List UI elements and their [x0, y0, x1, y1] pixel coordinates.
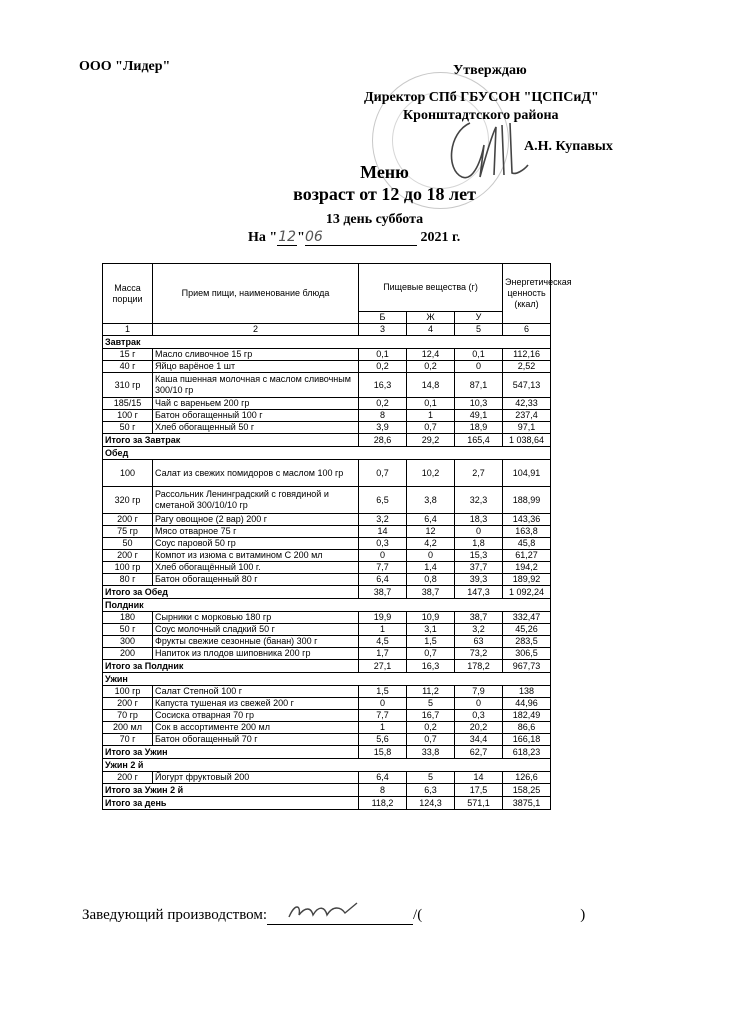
proteins-value: 3,9 [359, 422, 407, 434]
total-carbs: 17,5 [455, 784, 503, 797]
portion-mass: 200 [103, 648, 153, 660]
date-line [248, 229, 460, 246]
dish-name: Каша пшенная молочная с маслом сливочным 300/10 гр [153, 373, 359, 398]
table-row [103, 698, 551, 710]
fats-value: 11,2 [407, 686, 455, 698]
total-energy: 1 092,24 [503, 586, 551, 599]
carbs-value: 0,1 [455, 349, 503, 361]
dish-name: Салат Степной 100 г [153, 686, 359, 698]
total-energy: 158,25 [503, 784, 551, 797]
total-carbs: 165,4 [455, 434, 503, 447]
carbs-value: 3,2 [455, 624, 503, 636]
carbs-value: 0 [455, 361, 503, 373]
fats-value: 0,7 [407, 422, 455, 434]
table-row [103, 410, 551, 422]
proteins-value: 1,5 [359, 686, 407, 698]
dish-name: Рагу овощное (2 вар) 200 г [153, 514, 359, 526]
section-header-row [103, 336, 551, 349]
portion-mass: 50 г [103, 422, 153, 434]
section-header-row [103, 599, 551, 612]
fats-value: 14,8 [407, 373, 455, 398]
proteins-value: 0,1 [359, 349, 407, 361]
menu-table [102, 263, 572, 810]
portion-mass: 100 гр [103, 686, 153, 698]
header-mass: Масса порции [103, 264, 153, 324]
header-carbs: У [455, 312, 503, 324]
total-fats: 33,8 [407, 746, 455, 759]
dish-name: Салат из свежих помидоров с маслом 100 гр [153, 460, 359, 487]
chef-signature [285, 901, 365, 923]
dish-name: Йогурт фруктовый 200 [153, 772, 359, 784]
total-fats: 29,2 [407, 434, 455, 447]
proteins-value: 1 [359, 624, 407, 636]
fats-value: 3,8 [407, 487, 455, 514]
col-number: 5 [455, 324, 503, 336]
energy-value: 188,99 [503, 487, 551, 514]
energy-value: 237,4 [503, 410, 551, 422]
proteins-value: 16,3 [359, 373, 407, 398]
table-row [103, 624, 551, 636]
energy-value: 61,27 [503, 550, 551, 562]
fats-value: 1 [407, 410, 455, 422]
section-total-row [103, 660, 551, 673]
carbs-value: 18,9 [455, 422, 503, 434]
day-total-fats: 124,3 [407, 797, 455, 810]
fats-value: 16,7 [407, 710, 455, 722]
energy-value: 194,2 [503, 562, 551, 574]
total-fats: 16,3 [407, 660, 455, 673]
fats-value: 0,1 [407, 398, 455, 410]
fats-value: 1,4 [407, 562, 455, 574]
section-header-row [103, 447, 551, 460]
carbs-value: 73,2 [455, 648, 503, 660]
carbs-value: 2,7 [455, 460, 503, 487]
carbs-value: 49,1 [455, 410, 503, 422]
dish-name: Мясо отварное 75 г [153, 526, 359, 538]
date-prefix: На " [248, 230, 278, 245]
header-energy: Энергетическая ценность (ккал) [503, 264, 551, 324]
carbs-value: 0 [455, 698, 503, 710]
dish-name: Сосиска отварная 70 гр [153, 710, 359, 722]
portion-mass: 80 г [103, 574, 153, 586]
footer-label: Заведующий производством: [82, 907, 268, 923]
footer [82, 907, 585, 925]
day-label: 13 день суббота [325, 212, 424, 227]
dish-name: Чай с вареньем 200 гр [153, 398, 359, 410]
organization-name: ООО "Лидер" [79, 59, 171, 74]
section-total-row [103, 586, 551, 599]
carbs-value: 87,1 [455, 373, 503, 398]
portion-mass: 185/15 [103, 398, 153, 410]
dish-name: Фрукты свежие сезонные (банан) 300 г [153, 636, 359, 648]
dish-name: Масло сливочное 15 гр [153, 349, 359, 361]
carbs-value: 37,7 [455, 562, 503, 574]
dish-name: Яйцо варёное 1 шт [153, 361, 359, 373]
director-title: Директор СПб ГБУСОН "ЦСПСиД" [364, 90, 599, 105]
dish-name: Батон обогащенный 80 г [153, 574, 359, 586]
menu-title: Меню [360, 162, 409, 182]
section-total-label: Итого за Полдник [103, 660, 359, 673]
energy-value: 86,6 [503, 722, 551, 734]
approval-label: Утверждаю [453, 63, 527, 78]
fats-value: 0 [407, 550, 455, 562]
total-energy: 618,23 [503, 746, 551, 759]
fats-value: 0,7 [407, 734, 455, 746]
dish-name: Компот из изюма с витамином С 200 мл [153, 550, 359, 562]
table-row [103, 373, 551, 398]
portion-mass: 100 гр [103, 562, 153, 574]
section-total-row [103, 746, 551, 759]
table-row [103, 636, 551, 648]
table-row [103, 538, 551, 550]
energy-value: 45,8 [503, 538, 551, 550]
proteins-value: 6,5 [359, 487, 407, 514]
energy-value: 112,16 [503, 349, 551, 361]
section-name: Обед [103, 447, 551, 460]
energy-value: 182,49 [503, 710, 551, 722]
proteins-value: 19,9 [359, 612, 407, 624]
total-proteins: 8 [359, 784, 407, 797]
header-nutrients: Пищевые вещества (г) [359, 264, 503, 312]
portion-mass: 50 [103, 538, 153, 550]
header-dish: Прием пищи, наименование блюда [153, 264, 359, 324]
district-name: Кронштадтского района [403, 108, 559, 123]
dish-name: Батон обогащенный 100 г [153, 410, 359, 422]
proteins-value: 8 [359, 410, 407, 422]
col-number: 6 [503, 324, 551, 336]
section-name: Ужин 2 й [103, 759, 551, 772]
dish-name: Соус молочный сладкий 50 г [153, 624, 359, 636]
header-fats: Ж [407, 312, 455, 324]
table-row [103, 514, 551, 526]
energy-value: 104,91 [503, 460, 551, 487]
total-proteins: 28,6 [359, 434, 407, 447]
table-row [103, 648, 551, 660]
dish-name: Напиток из плодов шиповника 200 гр [153, 648, 359, 660]
dish-name: Хлеб обогащенный 50 г [153, 422, 359, 434]
proteins-value: 6,4 [359, 574, 407, 586]
table-row [103, 686, 551, 698]
energy-value: 143,36 [503, 514, 551, 526]
carbs-value: 15,3 [455, 550, 503, 562]
dish-name: Рассольник Ленинградский с говядиной и сметаной 300/10/10 гр [153, 487, 359, 514]
table-row [103, 422, 551, 434]
total-carbs: 147,3 [455, 586, 503, 599]
portion-mass: 40 г [103, 361, 153, 373]
footer-slash: /( [413, 907, 423, 923]
portion-mass: 300 [103, 636, 153, 648]
carbs-value: 0,3 [455, 710, 503, 722]
total-energy: 967,73 [503, 660, 551, 673]
fats-value: 5 [407, 698, 455, 710]
section-total-label: Итого за Обед [103, 586, 359, 599]
col-number: 3 [359, 324, 407, 336]
carbs-value: 0 [455, 526, 503, 538]
total-carbs: 178,2 [455, 660, 503, 673]
section-total-label: Итого за Ужин 2 й [103, 784, 359, 797]
portion-mass: 200 г [103, 550, 153, 562]
table-row [103, 710, 551, 722]
date-year: 2021 г. [420, 230, 461, 245]
proteins-value: 7,7 [359, 710, 407, 722]
carbs-value: 34,4 [455, 734, 503, 746]
dish-name: Капуста тушеная из свежей 200 г [153, 698, 359, 710]
dish-name: Соус паровой 50 гр [153, 538, 359, 550]
footer-close: ) [580, 907, 586, 923]
portion-mass: 310 гр [103, 373, 153, 398]
energy-value: 332,47 [503, 612, 551, 624]
portion-mass: 75 гр [103, 526, 153, 538]
carbs-value: 63 [455, 636, 503, 648]
energy-value: 166,18 [503, 734, 551, 746]
portion-mass: 200 г [103, 514, 153, 526]
proteins-value: 0,7 [359, 460, 407, 487]
age-range-title: возраст от 12 до 18 лет [293, 184, 476, 204]
energy-value: 45,26 [503, 624, 551, 636]
carbs-value: 32,3 [455, 487, 503, 514]
director-name: А.Н. Купавых [524, 139, 613, 154]
portion-mass: 50 г [103, 624, 153, 636]
day-total-proteins: 118,2 [359, 797, 407, 810]
day-total-row [103, 797, 551, 810]
table-row [103, 487, 551, 514]
fats-value: 0,7 [407, 648, 455, 660]
table-row [103, 349, 551, 361]
proteins-value: 1 [359, 722, 407, 734]
energy-value: 189,92 [503, 574, 551, 586]
col-number: 2 [153, 324, 359, 336]
portion-mass: 200 г [103, 772, 153, 784]
proteins-value: 0,3 [359, 538, 407, 550]
total-proteins: 38,7 [359, 586, 407, 599]
fats-value: 3,1 [407, 624, 455, 636]
proteins-value: 6,4 [359, 772, 407, 784]
section-total-label: Итого за Завтрак [103, 434, 359, 447]
total-carbs: 62,7 [455, 746, 503, 759]
fats-value: 12,4 [407, 349, 455, 361]
section-total-row [103, 434, 551, 447]
dish-name: Сырники с морковью 180 гр [153, 612, 359, 624]
section-header-row [103, 673, 551, 686]
fats-value: 0,2 [407, 722, 455, 734]
carbs-value: 14 [455, 772, 503, 784]
carbs-value: 7,9 [455, 686, 503, 698]
portion-mass: 200 г [103, 698, 153, 710]
carbs-value: 20,2 [455, 722, 503, 734]
table-row [103, 398, 551, 410]
section-name: Полдник [103, 599, 551, 612]
day-total-carbs: 571,1 [455, 797, 503, 810]
portion-mass: 100 [103, 460, 153, 487]
total-fats: 6,3 [407, 784, 455, 797]
energy-value: 547,13 [503, 373, 551, 398]
fats-value: 6,4 [407, 514, 455, 526]
proteins-value: 7,7 [359, 562, 407, 574]
total-proteins: 15,8 [359, 746, 407, 759]
section-name: Ужин [103, 673, 551, 686]
section-total-label: Итого за Ужин [103, 746, 359, 759]
table-row [103, 772, 551, 784]
col-number: 1 [103, 324, 153, 336]
fats-value: 12 [407, 526, 455, 538]
table-row [103, 562, 551, 574]
section-name: Завтрак [103, 336, 551, 349]
fats-value: 4,2 [407, 538, 455, 550]
energy-value: 163,8 [503, 526, 551, 538]
date-quote: " [297, 230, 305, 245]
total-proteins: 27,1 [359, 660, 407, 673]
dish-name: Батон обогащенный 70 г [153, 734, 359, 746]
fats-value: 1,5 [407, 636, 455, 648]
total-energy: 1 038,64 [503, 434, 551, 447]
fats-value: 10,9 [407, 612, 455, 624]
table-row [103, 574, 551, 586]
col-number: 4 [407, 324, 455, 336]
table-row [103, 734, 551, 746]
header-proteins: Б [359, 312, 407, 324]
portion-mass: 200 мл [103, 722, 153, 734]
day-total-label: Итого за день [103, 797, 359, 810]
energy-value: 138 [503, 686, 551, 698]
table-row [103, 361, 551, 373]
dish-name: Сок в ассортименте 200 мл [153, 722, 359, 734]
proteins-value: 0,2 [359, 361, 407, 373]
proteins-value: 4,5 [359, 636, 407, 648]
carbs-value: 18,3 [455, 514, 503, 526]
section-header-row [103, 759, 551, 772]
proteins-value: 5,6 [359, 734, 407, 746]
proteins-value: 3,2 [359, 514, 407, 526]
table-row [103, 722, 551, 734]
energy-value: 44,96 [503, 698, 551, 710]
table-row [103, 550, 551, 562]
portion-mass: 70 гр [103, 710, 153, 722]
section-total-row [103, 784, 551, 797]
date-day: 12 [278, 229, 297, 245]
carbs-value: 1,8 [455, 538, 503, 550]
table-row [103, 612, 551, 624]
table-row [103, 526, 551, 538]
carbs-value: 38,7 [455, 612, 503, 624]
energy-value: 97,1 [503, 422, 551, 434]
fats-value: 0,2 [407, 361, 455, 373]
total-fats: 38,7 [407, 586, 455, 599]
proteins-value: 14 [359, 526, 407, 538]
table-row [103, 460, 551, 487]
energy-value: 306,5 [503, 648, 551, 660]
proteins-value: 0 [359, 550, 407, 562]
portion-mass: 70 г [103, 734, 153, 746]
portion-mass: 100 г [103, 410, 153, 422]
fats-value: 10,2 [407, 460, 455, 487]
carbs-value: 10,3 [455, 398, 503, 410]
proteins-value: 0 [359, 698, 407, 710]
chef-signature-line [267, 907, 413, 925]
portion-mass: 320 гр [103, 487, 153, 514]
fats-value: 5 [407, 772, 455, 784]
energy-value: 2,52 [503, 361, 551, 373]
portion-mass: 180 [103, 612, 153, 624]
proteins-value: 0,2 [359, 398, 407, 410]
portion-mass: 15 г [103, 349, 153, 361]
energy-value: 283,5 [503, 636, 551, 648]
day-total-energy: 3875,1 [503, 797, 551, 810]
dish-name: Хлеб обогащённый 100 г. [153, 562, 359, 574]
energy-value: 126,6 [503, 772, 551, 784]
proteins-value: 1,7 [359, 648, 407, 660]
fats-value: 0,8 [407, 574, 455, 586]
energy-value: 42,33 [503, 398, 551, 410]
date-month: 06 [305, 229, 417, 246]
carbs-value: 39,3 [455, 574, 503, 586]
chef-name-blank [422, 907, 580, 924]
